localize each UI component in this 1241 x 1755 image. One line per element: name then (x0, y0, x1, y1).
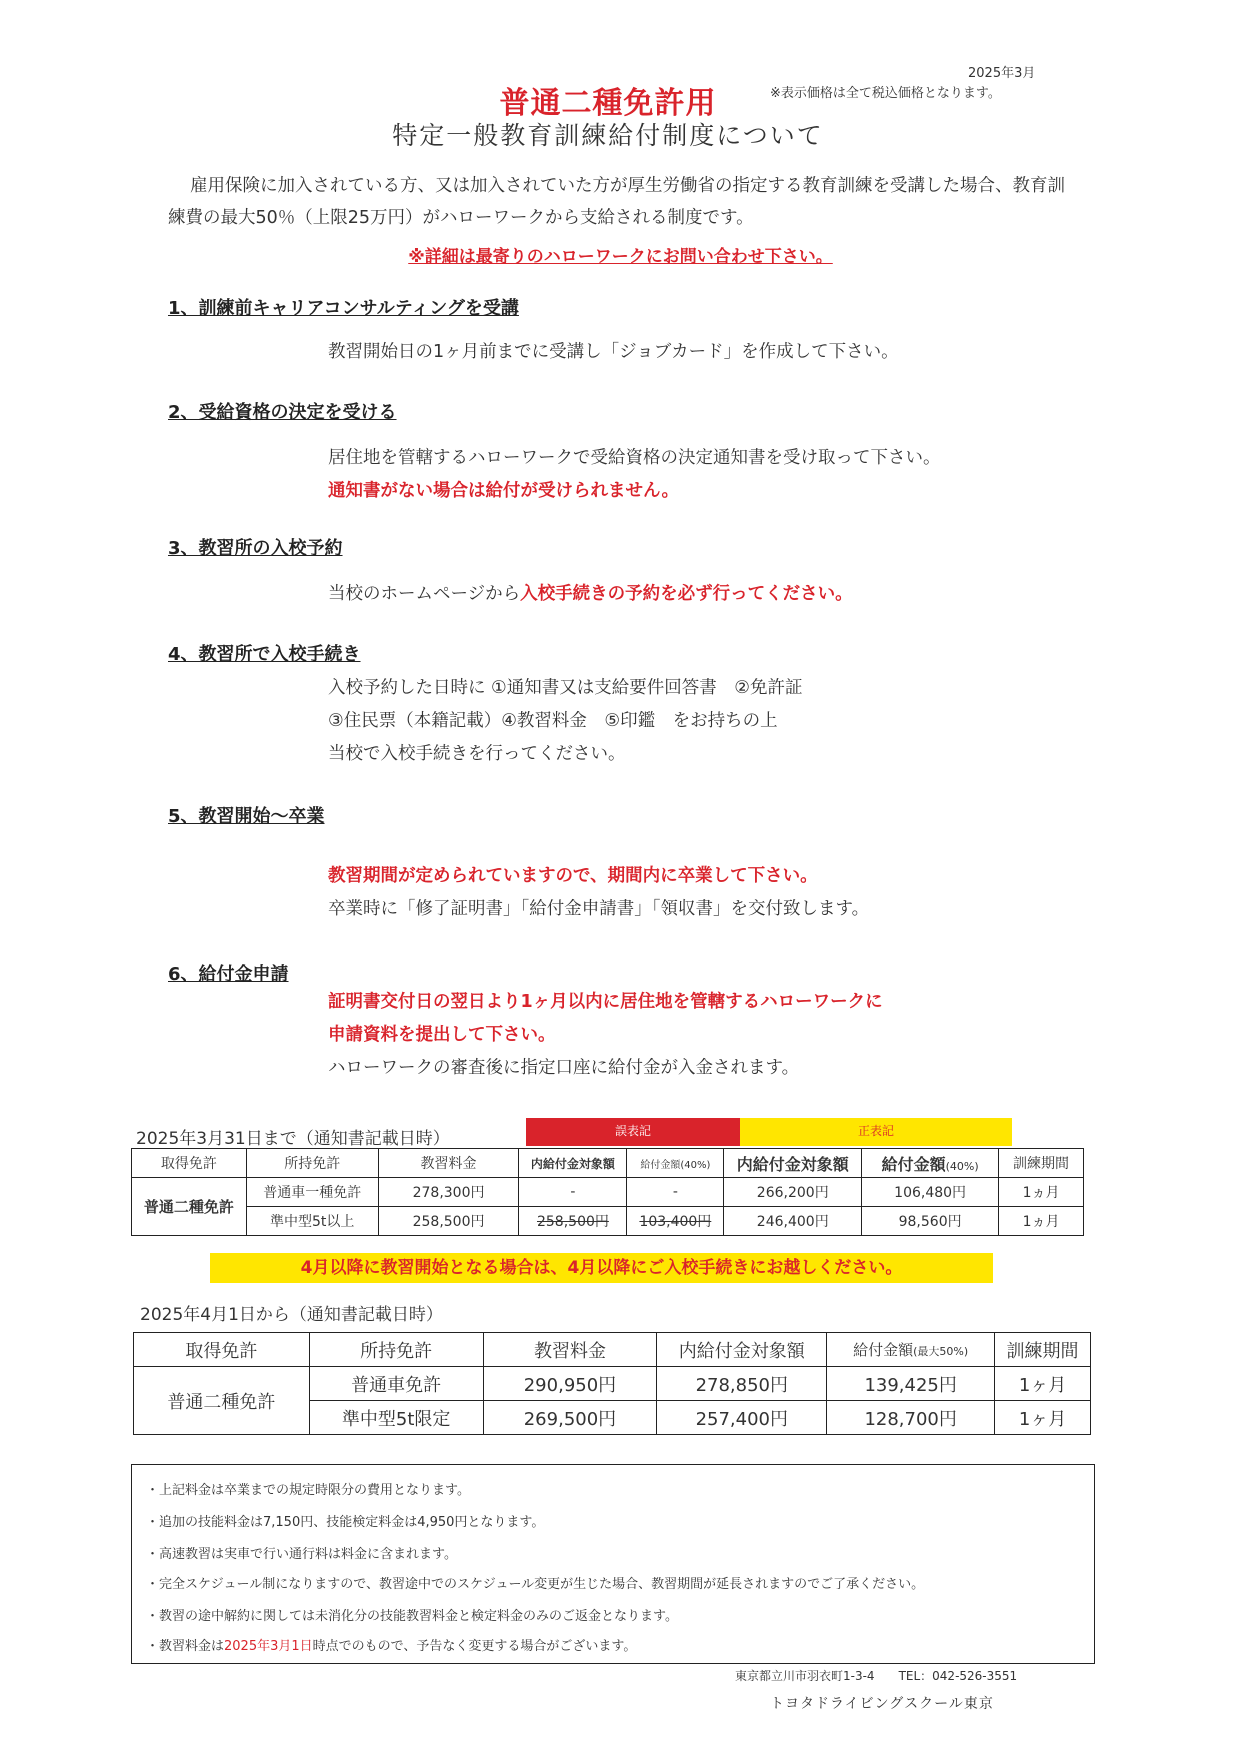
section-4-line3: 当校で入校手続きを行ってください。 (328, 744, 626, 764)
section-4-line1: 入校予約した日時に ①通知書又は支給要件回答書 ②免許証 (328, 678, 803, 698)
table1-fee: 278,300円 (378, 1178, 519, 1207)
page-title: 普通二種免許用 (499, 86, 717, 121)
issue-date: 2025年3月 (968, 66, 1036, 81)
table-row (132, 1178, 1084, 1207)
table2-license: 普通二種免許 (134, 1367, 310, 1435)
intro-notice: ※詳細は最寄りのハローワークにお問い合わせ下さい。 (408, 247, 833, 267)
table1-header-license: 取得免許 (132, 1149, 247, 1178)
table1-err-target: 258,500円 (519, 1207, 627, 1236)
table2-amount: 139,425円 (827, 1367, 995, 1401)
section-6-title: 6、給付金申請 (168, 964, 289, 985)
table1-amount: 98,560円 (862, 1207, 999, 1236)
table1-caption: 2025年3月31日まで（通知書記載日時） (136, 1129, 450, 1149)
table1-header-err-amount (627, 1149, 724, 1178)
table2-fee: 290,950円 (483, 1367, 657, 1401)
table2-header-amount (827, 1333, 995, 1367)
table2-target: 257,400円 (657, 1401, 827, 1435)
table1 (131, 1148, 1084, 1236)
notes-box (131, 1464, 1095, 1664)
table1-error-label: 誤表記 (526, 1118, 740, 1146)
tax-note: ※表示価格は全て税込価格となります。 (770, 86, 1001, 101)
section-3-body (328, 578, 853, 611)
table1-err-amount: 103,400円 (627, 1207, 724, 1236)
note-6-c: 時点でのもので、予告なく変更する場合がございます。 (312, 1639, 637, 1654)
table1-err-amount: - (627, 1178, 724, 1207)
table2-header-held: 所持免許 (309, 1333, 483, 1367)
table-row (132, 1207, 1084, 1236)
section-2-body (328, 442, 941, 508)
section-5-title: 5、教習開始～卒業 (168, 806, 325, 827)
page-subtitle: 特定一般教育訓練給付制度について (392, 121, 824, 150)
table1-header-fee: 教習料金 (378, 1149, 519, 1178)
note-4: ・完全スケジュール制になりますので、教習途中でのスケジュール変更が生じた場合、教習期間が延長されますのでご了承ください。 (146, 1577, 925, 1592)
table1-amount: 106,480円 (862, 1178, 999, 1207)
table2-fee: 269,500円 (483, 1401, 657, 1435)
table2 (133, 1332, 1091, 1435)
section-5-warning: 教習期間が定められていますので、期間内に卒業して下さい。 (328, 866, 818, 886)
table1-err-target: - (519, 1178, 627, 1207)
table1-held: 準中型5t以上 (246, 1207, 378, 1236)
table2-target: 278,850円 (657, 1367, 827, 1401)
school-address: 東京都立川市羽衣町1-3-4 TEL：042-526-3551 (735, 1669, 1018, 1683)
table1-correct-label: 正表記 (740, 1118, 1012, 1146)
note-6 (146, 1635, 636, 1654)
school-name: トヨタドライビングスクール東京 (770, 1696, 994, 1712)
section-4-line2: ③住民票（本籍記載）④教習料金 ⑤印鑑 をお持ちの上 (328, 711, 778, 731)
table1-header-err-amount-label: 給付金額 (640, 1159, 681, 1171)
section-6-line3: ハローワークの審査後に指定口座に給付金が入金されます。 (328, 1058, 800, 1078)
intro-text: 雇用保険に加入されている方、又は加入されていた方が厚生労働省の指定する教育訓練を受講した場合、教育訓練費の最大50％（上限25万円）がハローワークから支給される制度です。 (168, 176, 1065, 228)
table1-target: 266,200円 (724, 1178, 862, 1207)
section-5-line2: 卒業時に「修了証明書」「給付金申請書」「領収書」を交付致します。 (328, 899, 870, 919)
table2-header-license: 取得免許 (134, 1333, 310, 1367)
section-3-line1-a: 当校のホームページから (328, 584, 521, 604)
section-6-line2: 申請資料を提出して下さい。 (328, 1025, 556, 1045)
table2-period: 1ヶ月 (995, 1401, 1091, 1435)
note-6-a: ・教習料金は (146, 1639, 225, 1654)
section-4-body (328, 672, 802, 771)
table2-amount: 128,700円 (827, 1401, 995, 1435)
april-banner: 4月以降に教習開始となる場合は、4月以降にご入校手続きにお越しください。 (210, 1253, 993, 1283)
table1-header-held: 所持免許 (246, 1149, 378, 1178)
section-6-body (328, 986, 883, 1085)
table-row (134, 1367, 1091, 1401)
table2-header-row (134, 1333, 1091, 1367)
note-6-date: 2025年3月1日 (224, 1639, 313, 1654)
table1-header-amount-rate: (40%) (945, 1159, 979, 1173)
note-5: ・教習の途中解約に関しては未消化分の技能教習料金と検定料金のみのご返金となります。 (146, 1609, 678, 1624)
table2-period: 1ヶ月 (995, 1367, 1091, 1401)
section-1-line1: 教習開始日の1ヶ月前までに受講し「ジョブカード」を作成して下さい。 (328, 342, 899, 362)
table1-header-amount (862, 1149, 999, 1178)
section-4-title: 4、教習所で入校手続き (168, 644, 361, 665)
table1-header-period: 訓練期間 (999, 1149, 1084, 1178)
table1-header-row (132, 1149, 1084, 1178)
section-1-title: 1、訓練前キャリアコンサルティングを受講 (168, 298, 519, 319)
section-3-title: 3、教習所の入校予約 (168, 538, 343, 559)
table2-header-fee: 教習料金 (483, 1333, 657, 1367)
table2-held: 準中型5t限定 (309, 1401, 483, 1435)
table1-header-err-amount-rate: (40%) (680, 1159, 711, 1171)
note-1: ・上記料金は卒業までの規定時限分の費用となります。 (146, 1483, 470, 1498)
table2-header-amount-label: 給付金額 (853, 1341, 914, 1359)
section-2-title: 2、受給資格の決定を受ける (168, 402, 397, 423)
table1-fee: 258,500円 (378, 1207, 519, 1236)
table2-header-target: 内給付金対象額 (657, 1333, 827, 1367)
table1-target: 246,400円 (724, 1207, 862, 1236)
section-1-body (328, 336, 899, 369)
section-2-warning: 通知書がない場合は給付が受けられません。 (328, 481, 680, 501)
table2-caption: 2025年4月1日から（通知書記載日時） (140, 1305, 443, 1325)
note-2: ・追加の技能料金は7,150円、技能検定料金は4,950円となります。 (146, 1515, 545, 1530)
table2-header-amount-rate: (最大50%) (913, 1345, 969, 1358)
table1-period: 1ヵ月 (999, 1207, 1084, 1236)
section-3-line1-b: 入校手続きの予約を必ず行ってください。 (520, 584, 853, 604)
table1-header-target: 内給付金対象額 (724, 1149, 862, 1178)
table2-header-period: 訓練期間 (995, 1333, 1091, 1367)
section-6-line1: 証明書交付日の翌日より1ヶ月以内に居住地を管轄するハローワークに (328, 992, 883, 1012)
table1-header-amount-label: 給付金額 (881, 1154, 946, 1174)
table1-license: 普通二種免許 (132, 1178, 247, 1236)
table1-header-err-target: 内給付金対象額 (519, 1149, 627, 1178)
section-2-line1: 居住地を管轄するハローワークで受給資格の決定通知書を受け取って下さい。 (328, 448, 941, 468)
section-5-body (328, 860, 869, 926)
table2-held: 普通車免許 (309, 1367, 483, 1401)
table1-held: 普通車一種免許 (246, 1178, 378, 1207)
note-3: ・高速教習は実車で行い通行料は料金に含まれます。 (146, 1547, 457, 1562)
table1-period: 1ヵ月 (999, 1178, 1084, 1207)
